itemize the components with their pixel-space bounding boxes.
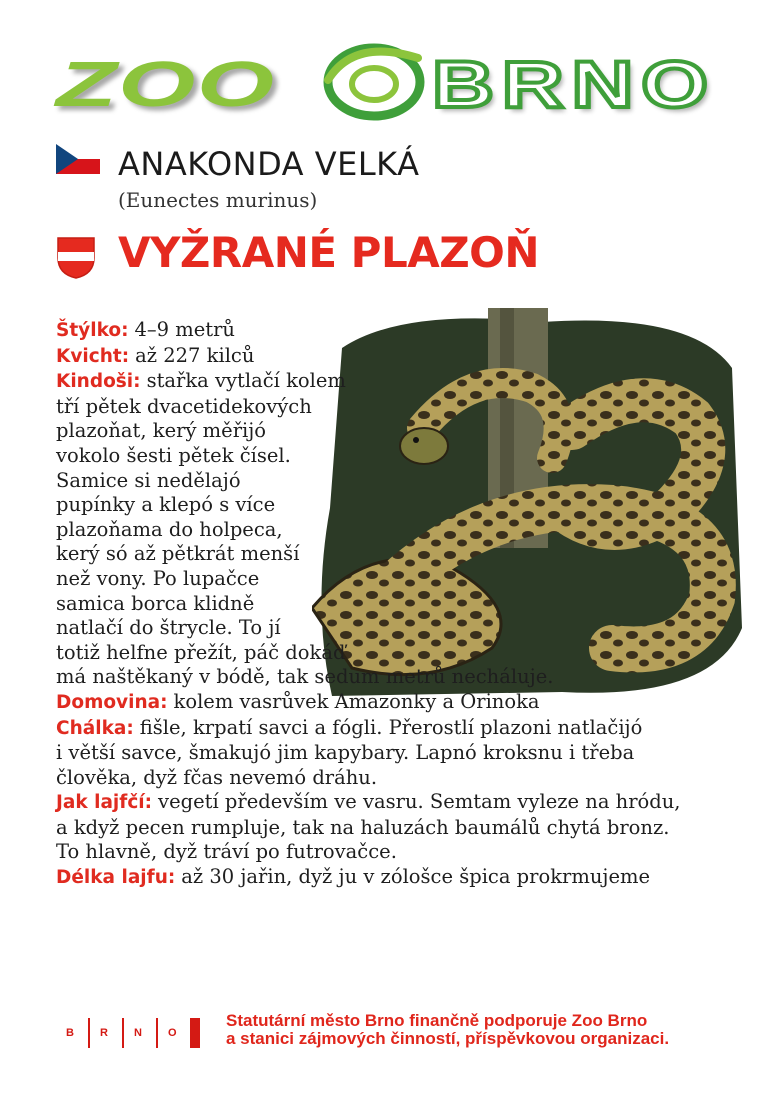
fact-line: plazoňat, kerý měřijó (56, 419, 267, 443)
sponsor-line-2: a stanici zájmových činností, příspěvkovou organizaci. (226, 1028, 670, 1048)
brno-logo-letter: O (168, 1027, 177, 1039)
fact-line (56, 865, 728, 891)
fact-text: kolem vasrůvek Amazonky a Orinoka (173, 689, 540, 713)
czech-flag-icon (56, 144, 100, 174)
fact-line: má naštěkaný v bódě, tak sedum metrů necháluje. (56, 665, 554, 689)
fact-label: Jak lajfčí: (56, 792, 153, 814)
fact-line (56, 716, 728, 742)
fact-text: fišle, krpatí savci a fógli. Přerostlí plazoni natlačijó (139, 715, 643, 739)
fact-line (56, 690, 728, 716)
brno-city-logo (62, 1018, 212, 1048)
fact-label: Domovina: (56, 691, 168, 713)
brno-logo-letter: R (100, 1027, 108, 1039)
brno-logo-divider (88, 1018, 90, 1048)
fact-label: Kvicht: (56, 345, 130, 367)
fact-line (56, 318, 728, 344)
fact-line: Samice si nedělajó (56, 468, 241, 492)
zoo-brno-logo (56, 22, 728, 121)
fact-line (56, 344, 728, 370)
fact-line: tří pětek dvacetidekových (56, 394, 312, 418)
fact-label: Kindoši: (56, 371, 141, 393)
fact-line: natlačí do štrycle. To jí (56, 616, 281, 640)
fact-line (56, 790, 728, 816)
brno-logo-letter: B (66, 1027, 74, 1039)
fact-line: pupínky a klepó s více (56, 493, 276, 517)
fact-text: až 227 kilců (135, 343, 255, 367)
species-name-czech: ANAKONDA VELKÁ (118, 145, 420, 183)
fact-line: než vony. Po lupačce (56, 566, 260, 590)
brno-logo-divider (156, 1018, 158, 1048)
fact-line: a když pecen rumpluje, tak na haluzách baumálů chytá bronz. (56, 815, 670, 839)
fact-line: i větší savce, šmakujó jim kapybary. Lapnó kroksnu i třeba (56, 741, 635, 765)
brno-logo-divider (122, 1018, 124, 1048)
fact-line (56, 369, 728, 395)
logo-brno-text: BRNO (432, 47, 716, 121)
species-facts (56, 318, 728, 891)
brno-logo-letter: N (134, 1027, 142, 1039)
fact-text: až 30 jařin, dyž ju v zólošce špica prokrmujeme (181, 865, 651, 889)
sponsor-line-1: Statutární město Brno finančně podporuje Zoo Brno (226, 1011, 648, 1030)
fact-line: samica borca klidně (56, 591, 255, 615)
fact-line: To hlavně, dyž tráví po futrovačce. (56, 840, 397, 864)
fact-label: Štýlko: (56, 320, 129, 341)
species-name-latin: (Eunectes murinus) (118, 188, 318, 212)
logo-zoo-text: ZOO (56, 48, 276, 120)
species-name-brno-dialect: VYŽRANÉ PLAZOŇ (118, 228, 540, 277)
brno-logo-block (190, 1018, 200, 1048)
fact-label: Chálka: (56, 717, 134, 739)
logo-swoosh-icon (314, 32, 434, 122)
brno-coat-of-arms-icon (56, 236, 96, 280)
fact-text: vegetí především ve vasru. Semtam vyleze na hródu, (158, 790, 681, 814)
fact-line: člověka, dyž fčas nevemó dráhu. (56, 765, 378, 789)
fact-text: stařka vytlačí kolem (146, 369, 346, 393)
fact-text: 4–9 metrů (134, 318, 235, 341)
fact-label: Délka lajfu: (56, 867, 176, 889)
fact-line: plazoňama do holpeca, (56, 517, 283, 541)
fact-line: vokolo šesti pětek čísel. (56, 443, 291, 467)
sponsor-notice (226, 1012, 736, 1047)
fact-line: totiž helfne přežít, páč dokáď (56, 640, 346, 664)
fact-line: kerý só až pětkrát menší (56, 542, 300, 566)
